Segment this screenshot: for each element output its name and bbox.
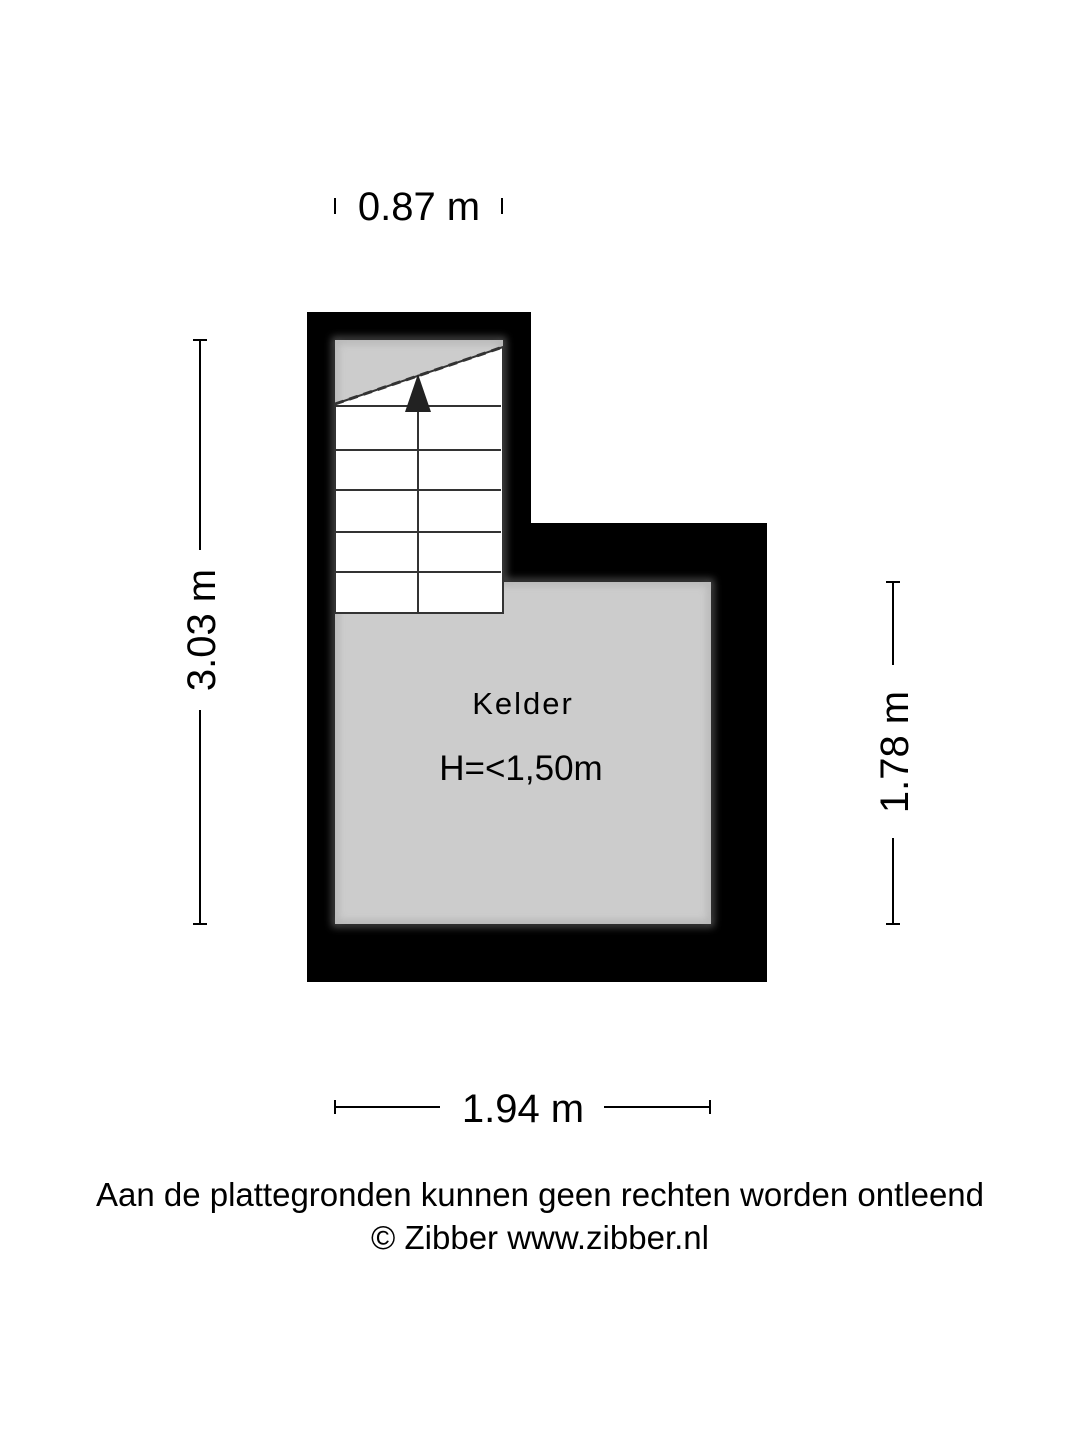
dimension-left [180, 340, 224, 924]
dimension-top [335, 185, 502, 229]
room-name: Kelder [472, 686, 574, 721]
dimension-right-label: 1.78 m [873, 690, 917, 814]
dimension-bottom-label: 1.94 m [461, 1087, 585, 1131]
copyright-link[interactable]: © Zibber www.zibber.nl [371, 1219, 709, 1256]
dimension-top-label: 0.87 m [357, 185, 481, 229]
dimension-bottom [335, 1087, 710, 1131]
disclaimer-text: Aan de plattegronden kunnen geen rechten worden ontleend [95, 1176, 985, 1213]
room-height-note: H=<1,50m [439, 749, 603, 788]
dimension-right [873, 582, 917, 924]
dimension-left-label: 3.03 m [180, 568, 224, 692]
